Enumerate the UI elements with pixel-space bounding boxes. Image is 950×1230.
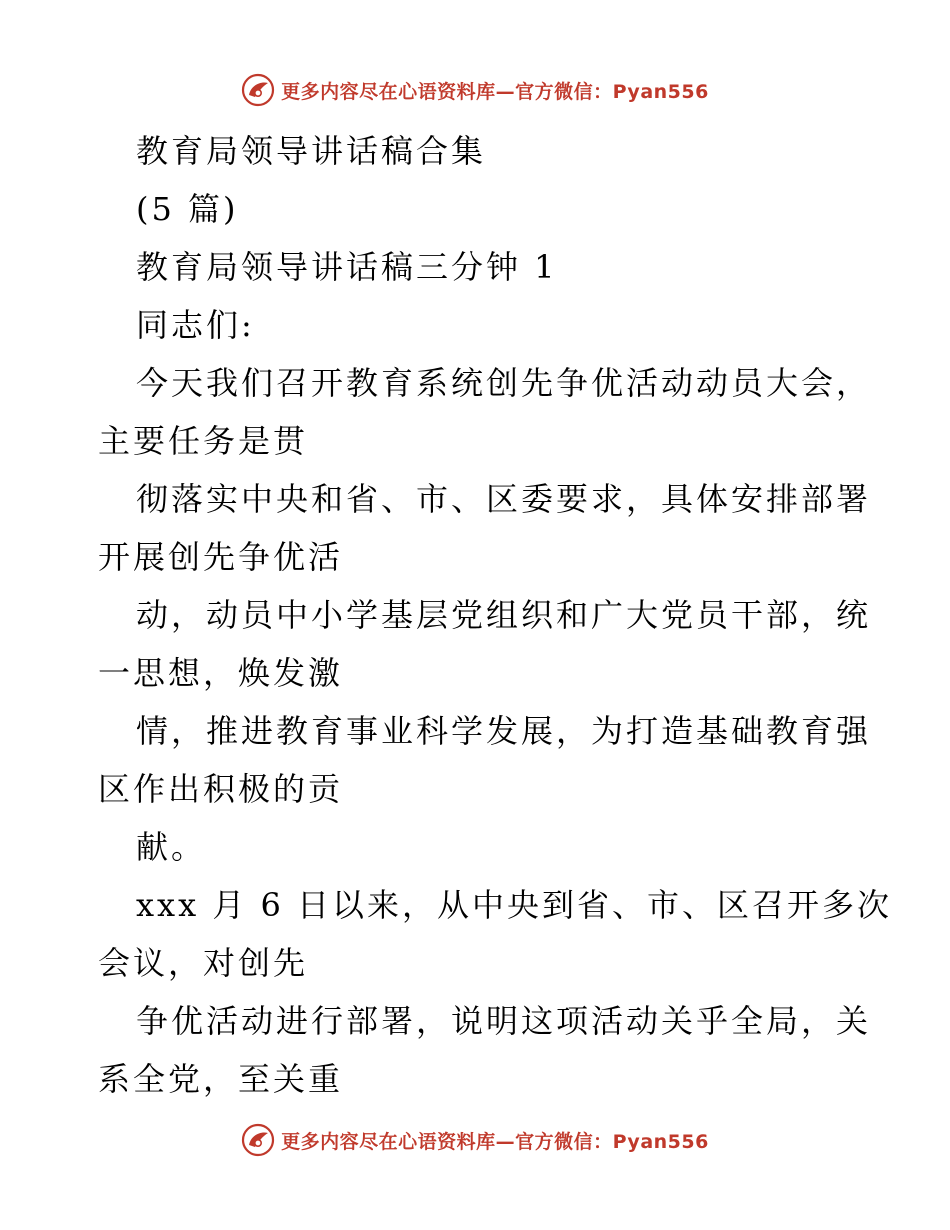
text-line: 献。 bbox=[136, 828, 207, 866]
text-line: 争优活动进行部署，说明这项活动关乎全局，关 bbox=[136, 1002, 872, 1040]
document-body bbox=[98, 122, 893, 1108]
banner-text: 更多内容尽在心语资料库—官方微信：Pyan556 bbox=[281, 80, 709, 103]
logo-icon bbox=[241, 73, 275, 107]
text-line: 一思想，焕发激 bbox=[98, 654, 344, 692]
text-line: 教育局领导讲话稿三分钟 1 bbox=[136, 248, 558, 286]
text-line: 动，动员中小学基层党组织和广大党员干部，统 bbox=[136, 596, 872, 634]
header-banner bbox=[0, 70, 950, 110]
text-line: 区作出积极的贡 bbox=[98, 770, 344, 808]
logo-icon bbox=[241, 1123, 275, 1157]
text-line: xxx 月 6 日以来，从中央到省、市、区召开多次 bbox=[136, 886, 893, 924]
text-line: 系全党，至关重 bbox=[98, 1060, 344, 1098]
text-line: 会议，对创先 bbox=[98, 944, 309, 982]
text-line: 同志们: bbox=[136, 306, 255, 344]
banner-text: 更多内容尽在心语资料库—官方微信：Pyan556 bbox=[281, 1130, 709, 1153]
text-line: 情，推进教育事业科学发展，为打造基础教育强 bbox=[136, 712, 872, 750]
text-line: 教育局领导讲话稿合集 bbox=[136, 132, 487, 170]
text-line: 彻落实中央和省、市、区委要求，具体安排部署 bbox=[136, 480, 872, 518]
text-line: 主要任务是贯 bbox=[98, 422, 309, 460]
text-line: (5 篇) bbox=[136, 190, 239, 228]
footer-banner bbox=[0, 1120, 950, 1160]
text-line: 今天我们召开教育系统创先争优活动动员大会， bbox=[136, 364, 872, 402]
text-line: 开展创先争优活 bbox=[98, 538, 344, 576]
